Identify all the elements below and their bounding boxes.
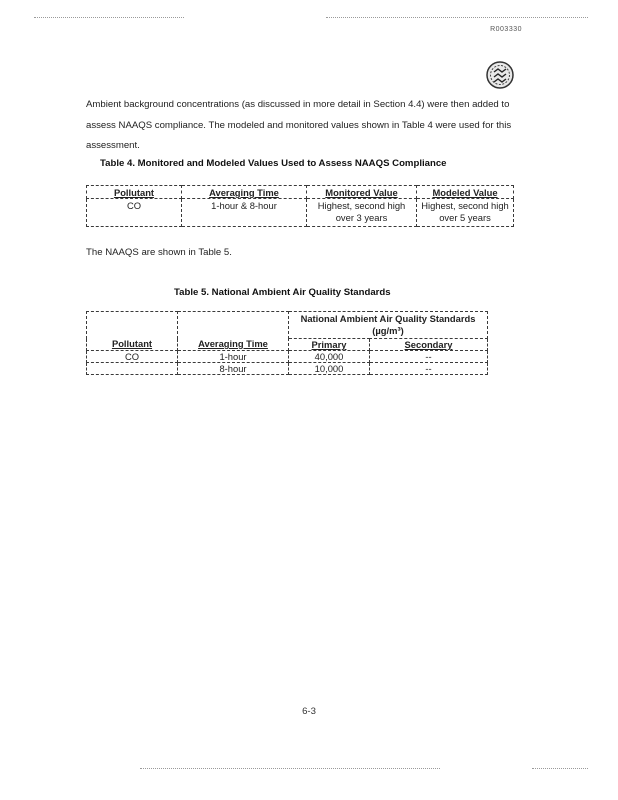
- table4-cell-averaging-time: 1-hour & 8-hour: [182, 199, 307, 227]
- table5-header-row-1: [87, 312, 488, 339]
- table5-cell-primary: 40,000: [289, 351, 370, 363]
- table5-cell-pollutant: CO: [87, 351, 178, 363]
- page-number: 6-3: [302, 706, 316, 717]
- table4-header-pollutant: Pollutant: [87, 186, 182, 199]
- table-row: [87, 351, 488, 363]
- table5: [86, 311, 488, 375]
- table4-header-monitored-value: Monitored Value: [307, 186, 417, 199]
- table4-header-row: [87, 186, 514, 199]
- table5-cell-pollutant: [87, 363, 178, 375]
- table-row: [87, 199, 514, 227]
- table4-caption: Table 4. Monitored and Modeled Values Used to Assess NAAQS Compliance: [100, 158, 447, 169]
- table4-cell-monitored-value: Highest, second high over 3 years: [307, 199, 417, 227]
- table5-header-averaging-time-label: Averaging Time: [198, 338, 268, 349]
- table5-header-secondary: [370, 339, 488, 351]
- table5-cell-secondary: --: [370, 363, 488, 375]
- intro-paragraph: Ambient background concentrations (as discussed in more detail in Section 4.4) were then added to assess NAAQS compliance. The modeled and monitored values shown in Table 4 were used for this assessment.: [86, 99, 512, 151]
- table5-header-secondary-label: Secondary: [404, 339, 453, 350]
- table4-cell-modeled-value: Highest, second high over 5 years: [417, 199, 514, 227]
- table5-cell-averaging-time: 1-hour: [178, 351, 289, 363]
- table-row: [87, 363, 488, 375]
- scan-artifact-line: [140, 768, 440, 769]
- table4-cell-pollutant: CO: [87, 199, 182, 227]
- table5-header-primary-label: Primary: [311, 339, 347, 350]
- scan-artifact-line: [34, 17, 184, 18]
- recycled-seal-icon: [485, 60, 515, 90]
- table5-cell-secondary: --: [370, 351, 488, 363]
- table5-cell-primary: 10,000: [289, 363, 370, 375]
- table4: [86, 185, 514, 227]
- table5-header-standards: National Ambient Air Quality Standards (µg/m³): [289, 312, 488, 339]
- table5-header-primary: [289, 339, 370, 351]
- scan-artifact-line: [532, 768, 588, 769]
- table5-header-pollutant-label: Pollutant: [111, 338, 153, 349]
- table5-header-averaging-time: [178, 312, 289, 351]
- table5-caption: Table 5. National Ambient Air Quality Standards: [174, 287, 391, 298]
- table5-header-pollutant: [87, 312, 178, 351]
- table4-header-averaging-time: Averaging Time: [182, 186, 307, 199]
- naaqs-paragraph: The NAAQS are shown in Table 5.: [86, 247, 232, 258]
- table4-header-modeled-value: Modeled Value: [417, 186, 514, 199]
- scan-artifact-line: [326, 17, 588, 18]
- document-id: R003330: [490, 26, 522, 33]
- table5-cell-averaging-time: 8-hour: [178, 363, 289, 375]
